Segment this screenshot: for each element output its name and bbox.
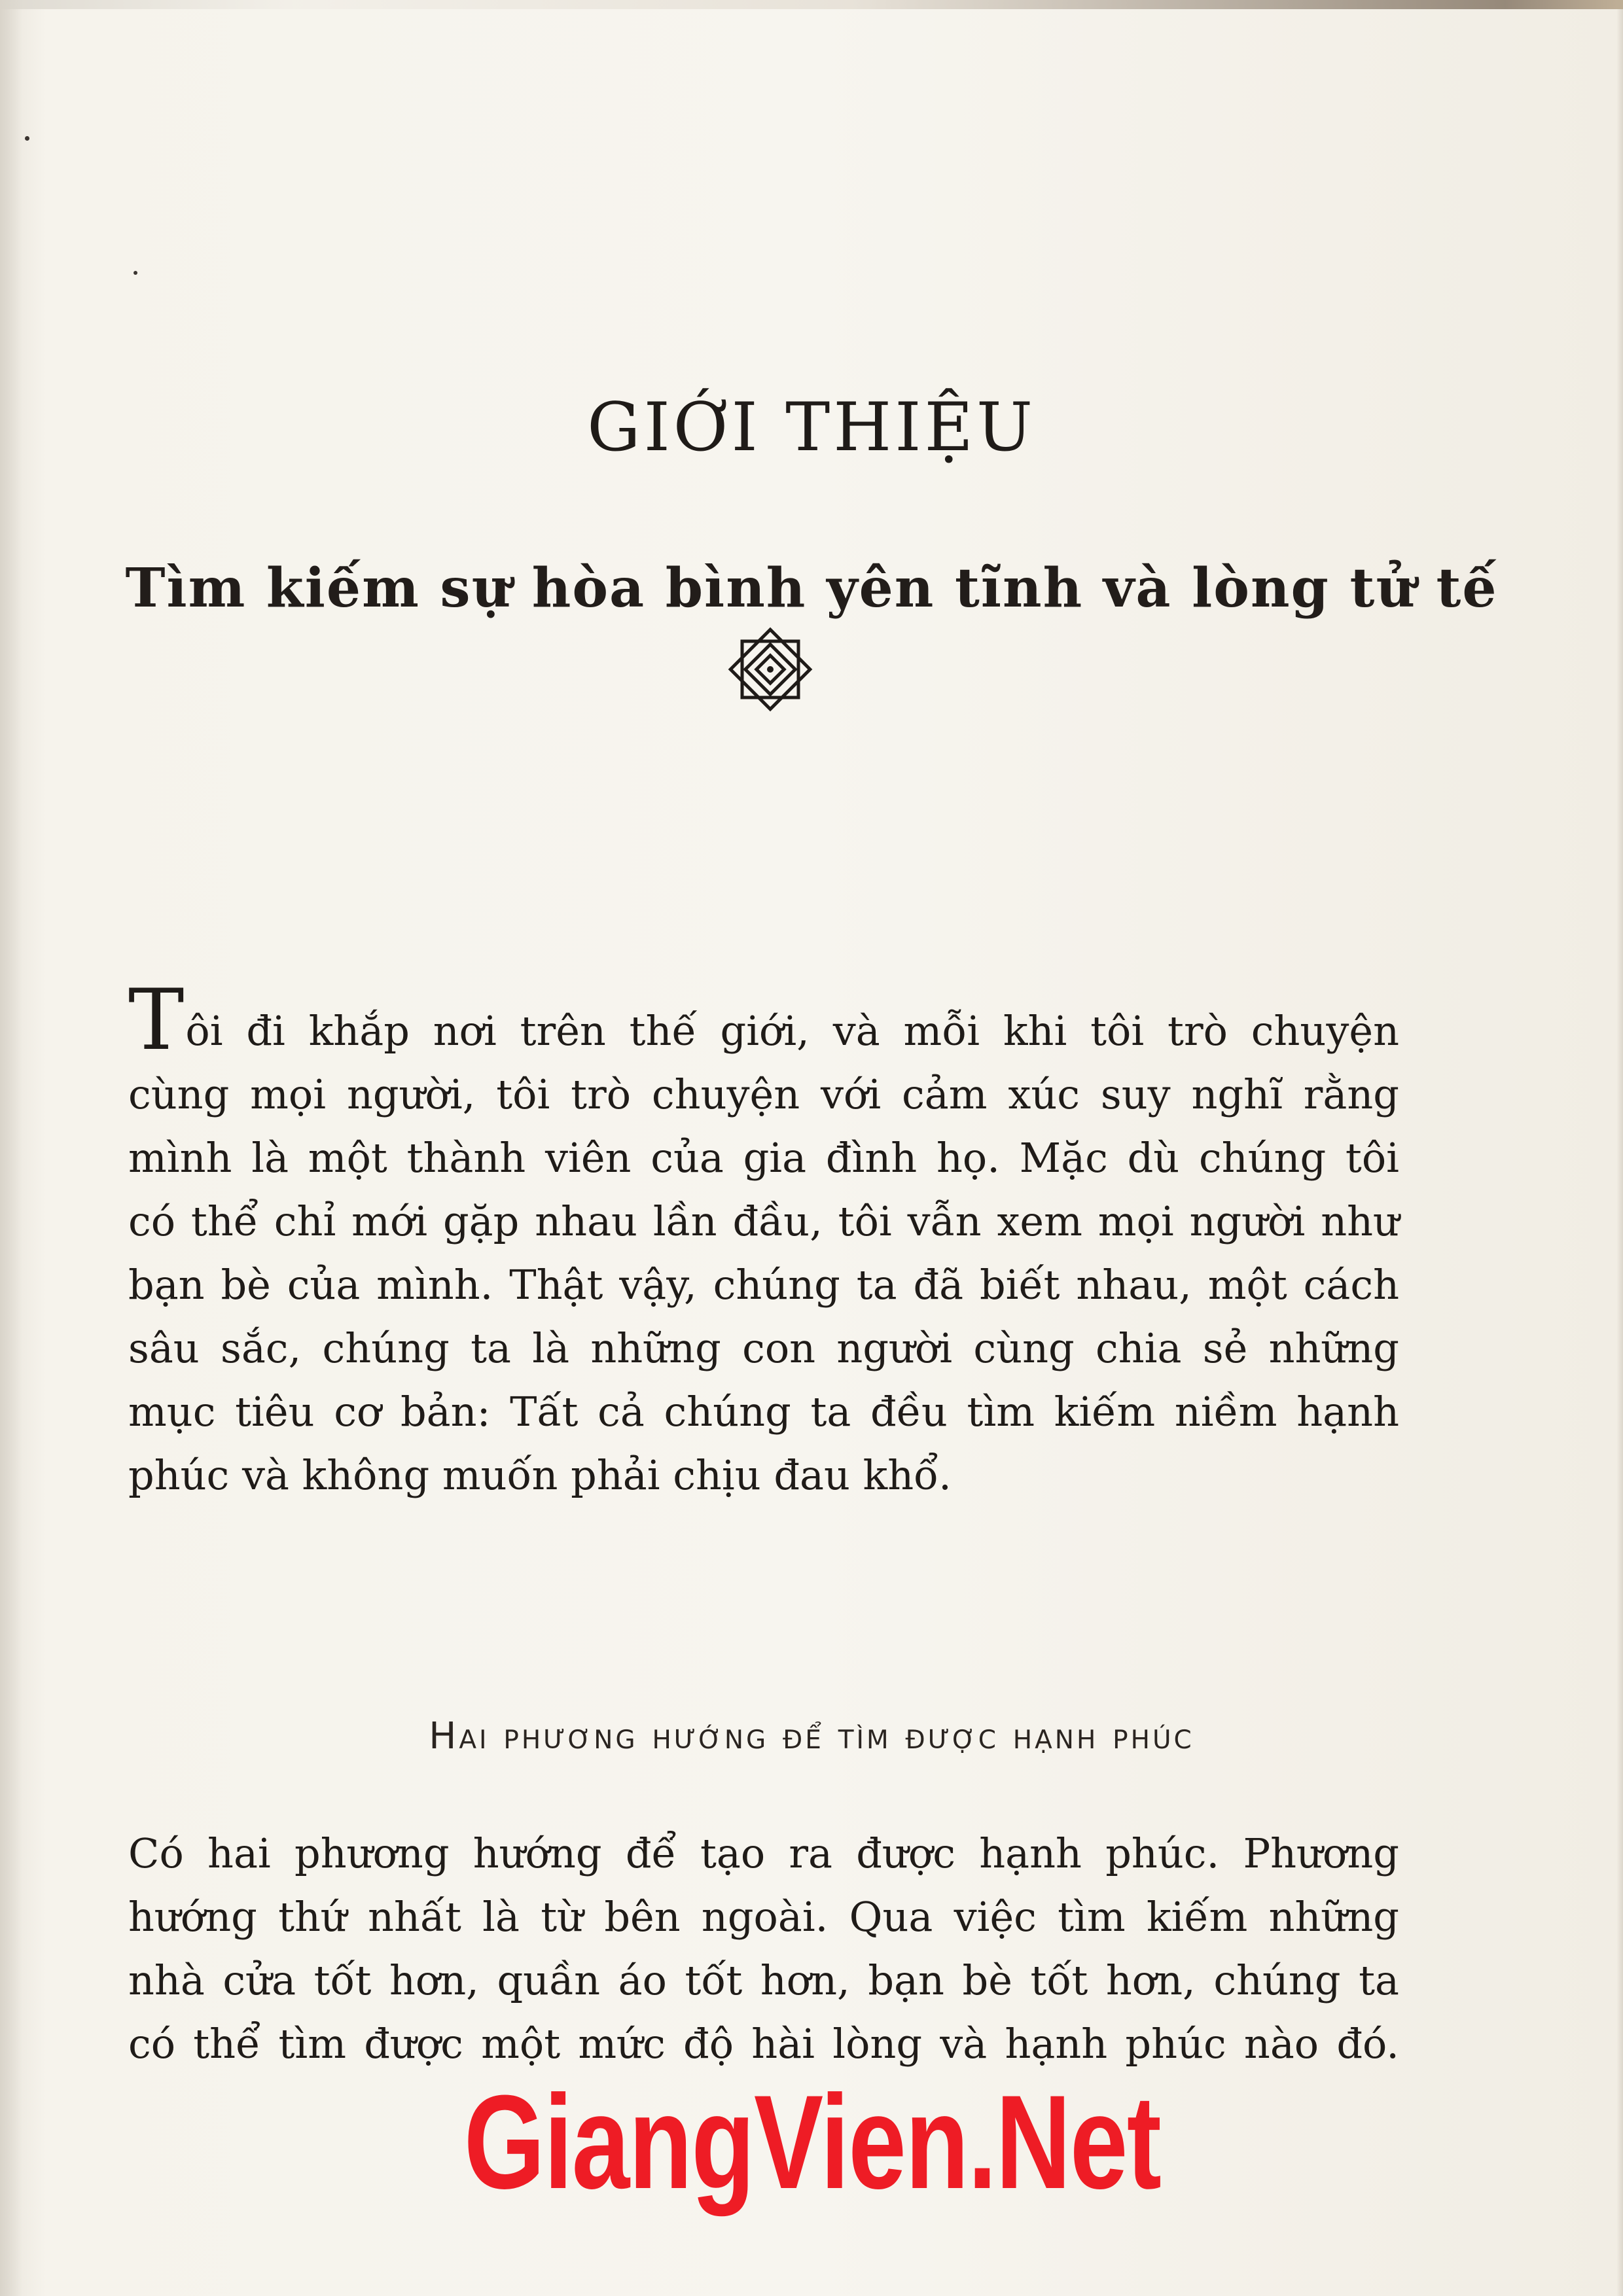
paragraph-line: hướng thứ nhất là từ bên ngoài. Qua việc tìm kiếm những	[128, 1893, 1399, 1941]
paragraph-line: có thể tìm được một mức độ hài lòng và hạnh phúc nào đó.	[128, 2020, 1399, 2068]
paragraph-line: cùng mọi người, tôi trò chuyện với cảm xúc suy nghĩ rằng	[128, 1070, 1399, 1118]
chapter-title: GIỚI THIỆU	[587, 389, 1036, 467]
chapter-subtitle: Tìm kiếm sự hòa bình yên tĩnh và lòng tử tế	[125, 557, 1498, 620]
paragraph-line: bạn bè của mình. Thật vậy, chúng ta đã biết nhau, một cách	[128, 1261, 1399, 1309]
paragraph-line: mình là một thành viên của gia đình họ. Mặc dù chúng tôi	[128, 1134, 1399, 1182]
page-top-edge	[0, 0, 1623, 9]
paragraph-line: phúc và không muốn phải chịu đau khổ.	[128, 1451, 952, 1499]
paragraph-line: nhà cửa tốt hơn, quần áo tốt hơn, bạn bè tốt hơn, chúng ta	[128, 1956, 1399, 2004]
drop-cap: T	[128, 972, 185, 1069]
paragraph-line: có thể chỉ mới gặp nhau lần đầu, tôi vẫn xem mọi người như	[128, 1197, 1399, 1245]
interlaced-square-ornament-icon	[728, 627, 813, 712]
section-heading: Hai phương hướng để tìm được hạnh phúc	[429, 1715, 1194, 1757]
page-left-shadow	[0, 0, 22, 2296]
paragraph-line: mục tiêu cơ bản: Tất cả chúng ta đều tìm kiếm niềm hạnh	[128, 1388, 1399, 1436]
section-paragraph	[128, 1822, 1399, 2075]
watermark-logo: GiangVien.Net	[463, 2068, 1161, 2217]
scan-speck	[134, 271, 137, 275]
paragraph-line: Tôi đi khắp nơi trên thế giới, và mỗi khi tôi trò chuyện	[128, 972, 1399, 1069]
paragraph-line: Có hai phương hướng để tạo ra được hạnh phúc. Phương	[128, 1829, 1399, 1877]
paragraph-line: sâu sắc, chúng ta là những con người cùng chia sẻ những	[128, 1324, 1399, 1372]
scan-speck	[25, 136, 29, 141]
intro-paragraph	[128, 972, 1399, 1507]
